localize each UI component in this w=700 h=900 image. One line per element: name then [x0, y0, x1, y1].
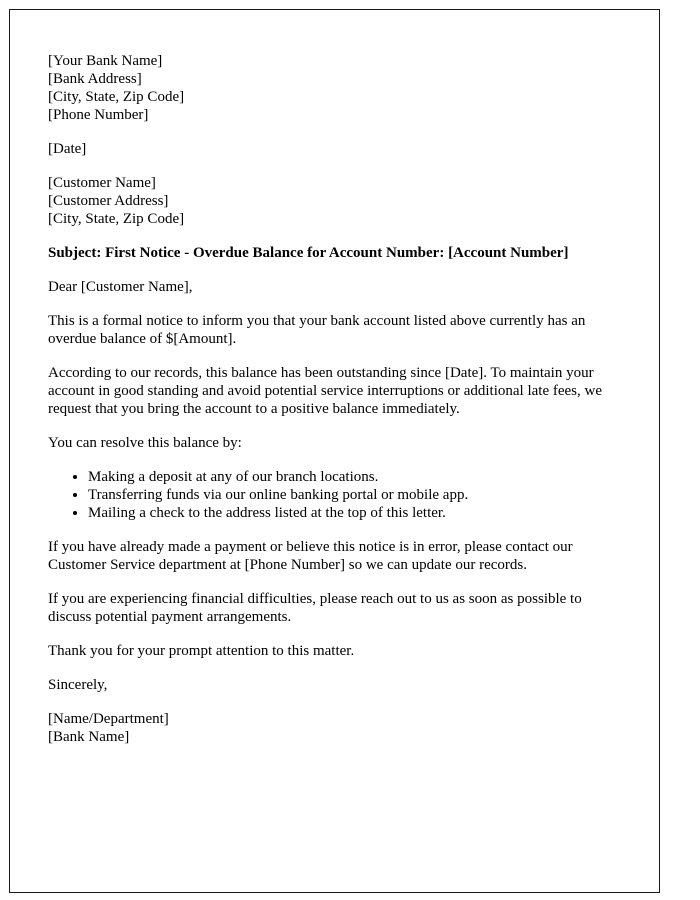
signature-name-department: [Name/Department] [48, 711, 169, 727]
recipient-address-block [48, 174, 627, 228]
paragraph-already-paid: If you have already made a payment or believe this notice is in error, please contact our Customer Service department at [Phone Number] so we can update our records. [48, 539, 573, 573]
sender-phone-number: [Phone Number] [48, 107, 149, 123]
paragraph-financial-difficulties: If you are experiencing financial difficulties, please reach out to us as soon as possible to discuss potential payment arrangements. [48, 591, 582, 625]
list-item-branch-deposit: • Making a deposit at any of our branch locations. [88, 468, 627, 486]
signature-block [48, 710, 627, 746]
sender-bank-name: [Your Bank Name] [48, 53, 163, 69]
recipient-name: [Customer Name] [48, 175, 156, 191]
list-item-mail-check: • Mailing a check to the address listed at the top of this letter. [88, 504, 627, 522]
paragraph-thank-you: Thank you for your prompt attention to this matter. [48, 643, 355, 659]
signature-bank-name: [Bank Name] [48, 729, 130, 745]
paragraph-overdue-notice: This is a formal notice to inform you that your bank account listed above currently has an overdue balance of $[Amount]. [48, 313, 586, 347]
sender-address-block [48, 52, 627, 124]
subject-line: Subject: First Notice - Overdue Balance for Account Number: [Account Number] [48, 245, 569, 261]
recipient-city-state-zip: [City, State, Zip Code] [48, 211, 185, 227]
letter-page [9, 9, 660, 893]
salutation: Dear [Customer Name], [48, 279, 193, 295]
resolve-options-list [48, 468, 627, 522]
recipient-address: [Customer Address] [48, 193, 169, 209]
closing: Sincerely, [48, 677, 108, 693]
list-item-online-transfer: • Transferring funds via our online banking portal or mobile app. [88, 486, 627, 504]
sender-bank-address: [Bank Address] [48, 71, 142, 87]
sender-city-state-zip: [City, State, Zip Code] [48, 89, 185, 105]
paragraph-resolve-intro: You can resolve this balance by: [48, 435, 242, 451]
paragraph-outstanding-since: According to our records, this balance has been outstanding since [Date]. To maintain your account in good standing and avoid potential service interruptions or additional late fees, we request that you bring the account to a positive balance immediately. [48, 365, 603, 417]
date-line: [Date] [48, 141, 87, 157]
